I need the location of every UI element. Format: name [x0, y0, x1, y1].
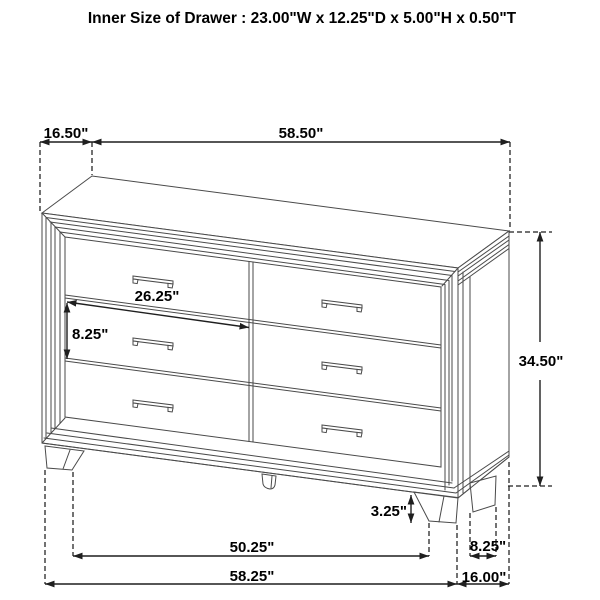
dim-label-overall-height: 34.50" — [518, 353, 564, 370]
page-title: Inner Size of Drawer : 23.00"W x 12.25"D x 5.00"H x 0.50"T — [87, 10, 517, 27]
dim-label-base-inner-width: 50.25" — [229, 539, 275, 556]
dim-label-base-depth: 16.00" — [461, 569, 507, 586]
dim-label-base-width: 58.25" — [229, 568, 275, 585]
center-foot — [262, 474, 276, 489]
front-left-leg — [45, 446, 84, 470]
dim-label-base-leg-depth: 8.25" — [469, 538, 507, 555]
dresser-illustration — [42, 176, 509, 523]
dim-label-top-width: 58.50" — [278, 125, 324, 142]
dim-label-leg-height: 3.25" — [370, 503, 407, 520]
dim-label-drawer-height: 8.25" — [72, 326, 109, 343]
dim-label-top-depth: 16.50" — [43, 125, 89, 142]
dim-label-drawer-width: 26.25" — [134, 288, 180, 305]
